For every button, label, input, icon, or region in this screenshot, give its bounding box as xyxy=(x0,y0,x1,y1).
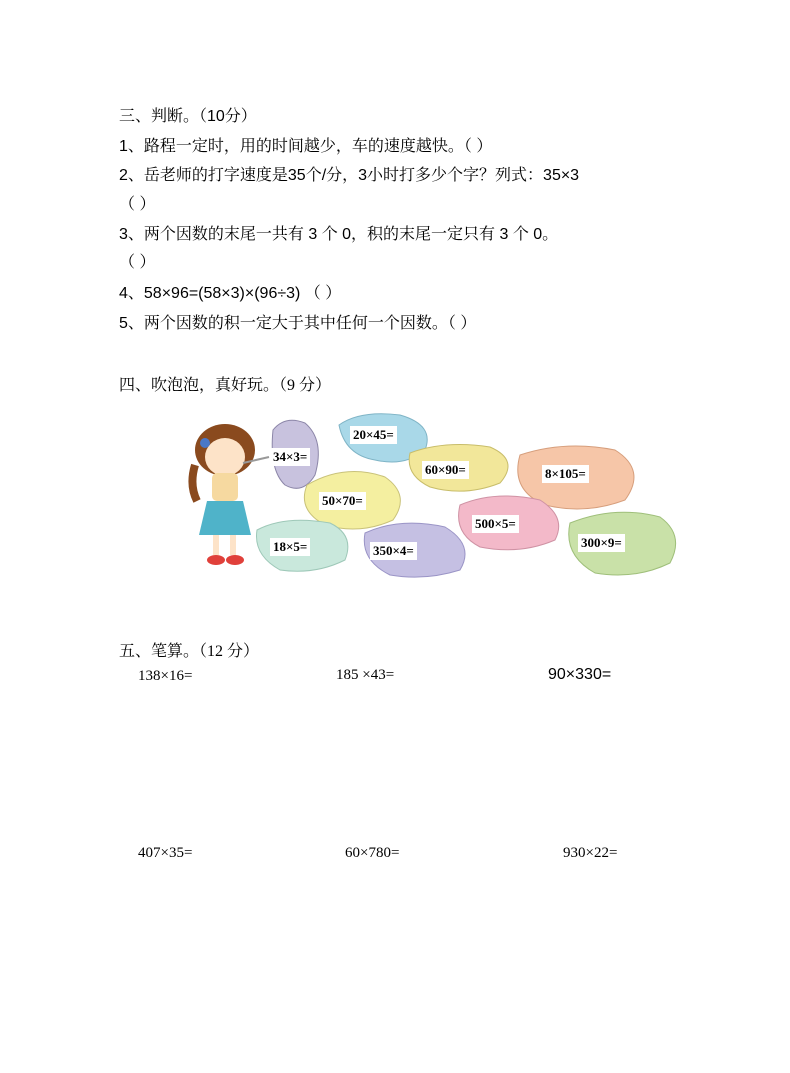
bubble-label-1[interactable]: 34×3= xyxy=(270,448,310,466)
calc-problem-6: 930×22= xyxy=(563,845,618,861)
bubble-label-3[interactable]: 60×90= xyxy=(422,461,469,479)
judge-item-1: 1、路程一定时，用的时间越少，车的速度越快。（ ） xyxy=(119,138,493,155)
judge-item-3: 3、两个因数的末尾一共有 3 个 0，积的末尾一定只有 3 个 0。 xyxy=(119,226,559,243)
bubble-label-8[interactable]: 350×4= xyxy=(370,542,417,560)
calc-problem-3: 90×330= xyxy=(548,666,612,683)
bubble-label-6[interactable]: 500×5= xyxy=(472,515,519,533)
bubble-label-4[interactable]: 8×105= xyxy=(542,465,589,483)
judge-item-3-blank[interactable]: （ ） xyxy=(119,254,156,271)
judge-item-4: 4、58×96=(58×3)×(96÷3) （ ） xyxy=(119,285,342,302)
judge-item-5: 5、两个因数的积一定大于其中任何一个因数。（ ） xyxy=(119,315,477,332)
section5-heading: 五、笔算。（12 分） xyxy=(119,643,260,660)
section3-heading: 三、判断。（10分） xyxy=(119,108,257,125)
bubbles-svg xyxy=(185,405,680,585)
judge-item-2: 2、岳老师的打字速度是35个/分，3小时打多少个字？列式：35×3 xyxy=(119,167,580,184)
calc-problem-5: 60×780= xyxy=(345,845,400,861)
section4-heading: 四、吹泡泡，真好玩。（9 分） xyxy=(119,377,332,394)
bubble-label-9[interactable]: 300×9= xyxy=(578,534,625,552)
calc-problem-1: 138×16= xyxy=(138,668,193,684)
calc-problem-4: 407×35= xyxy=(138,845,193,861)
bubble-illustration xyxy=(185,405,680,585)
bubble-label-5[interactable]: 50×70= xyxy=(319,492,366,510)
bubble-label-7[interactable]: 18×5= xyxy=(270,538,310,556)
calc-problem-2: 185 ×43= xyxy=(336,667,395,683)
bubble-label-2[interactable]: 20×45= xyxy=(350,426,397,444)
judge-item-2-blank[interactable]: （ ） xyxy=(119,196,156,213)
